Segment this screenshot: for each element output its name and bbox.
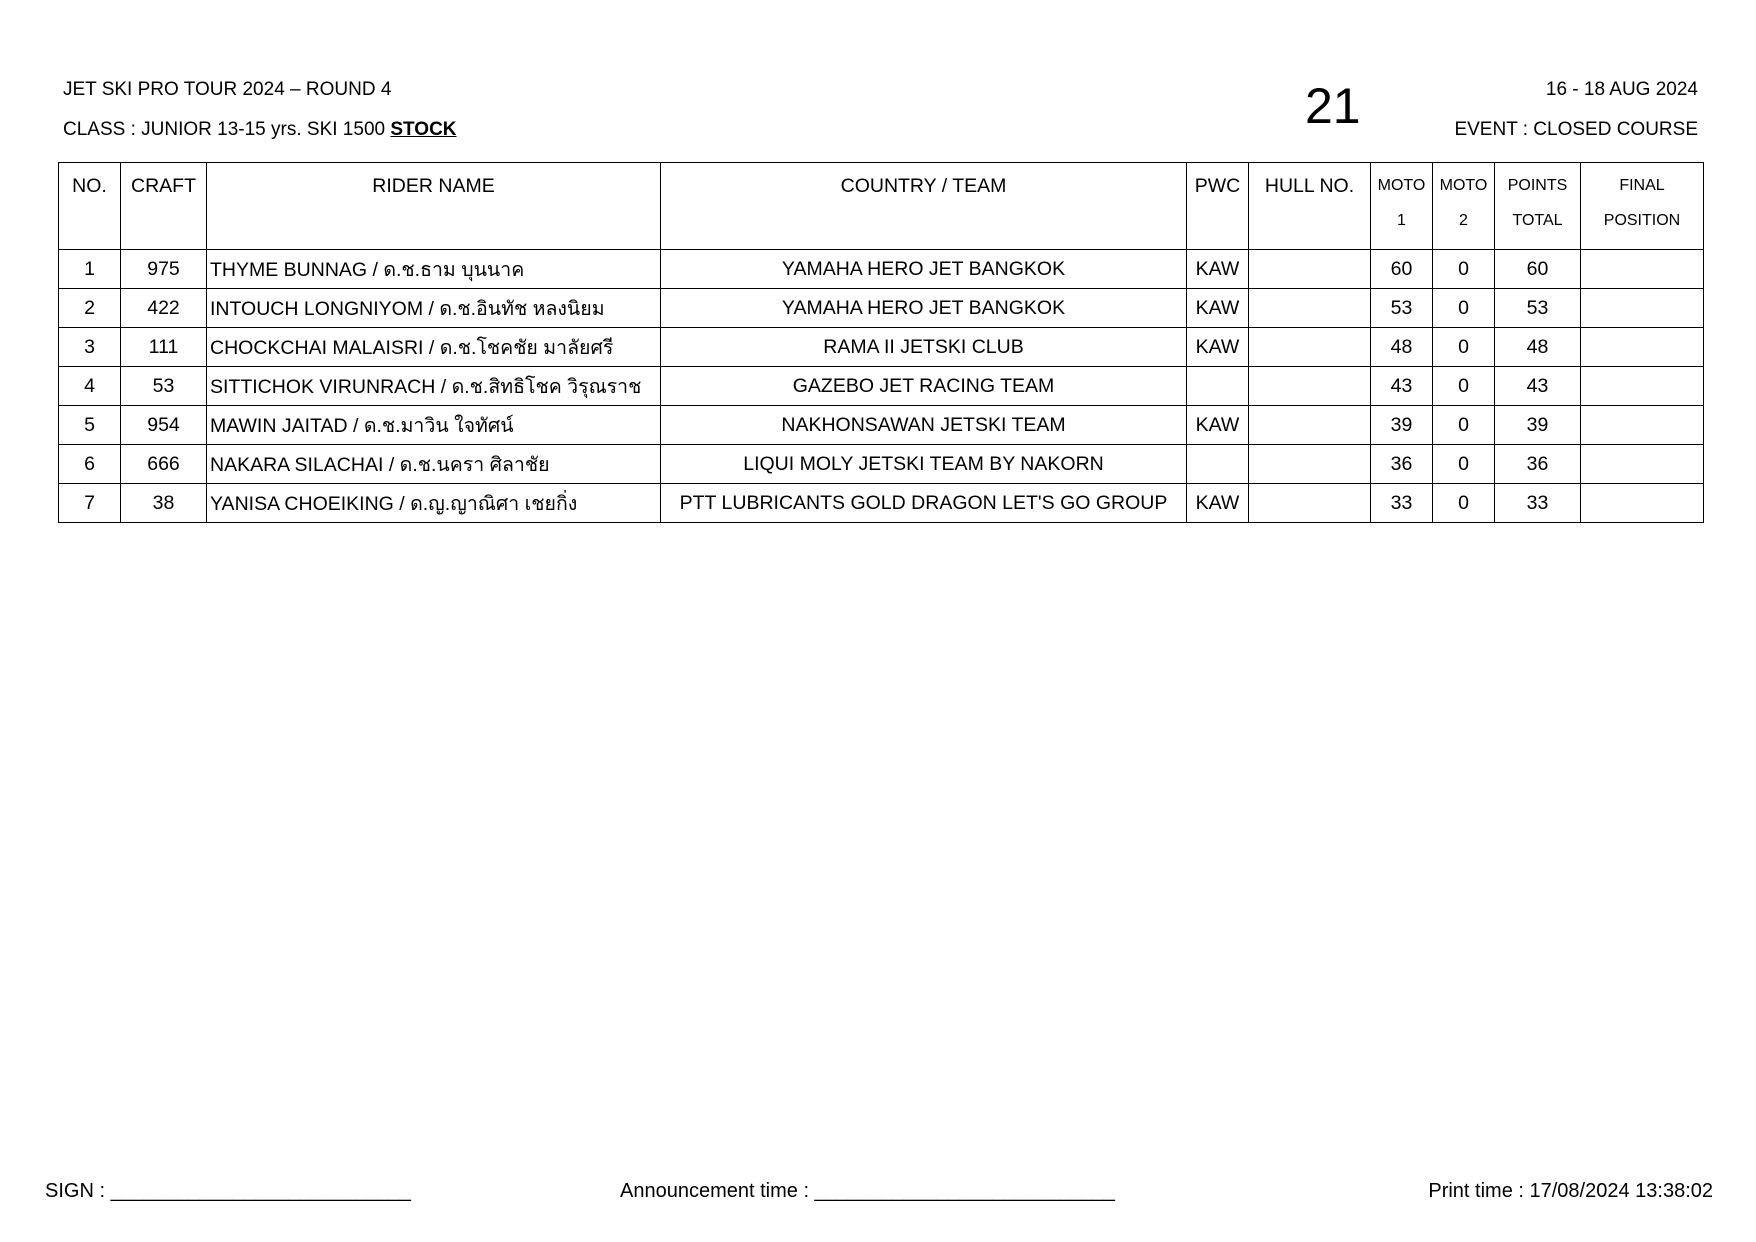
cell-pwc: KAW [1187,289,1249,328]
table-row [59,445,1704,484]
cell-final [1581,250,1704,289]
cell-no: 2 [59,289,121,328]
cell-craft: 975 [121,250,207,289]
header-left [63,70,457,150]
cell-points: 43 [1495,367,1581,406]
col-hull-no: HULL NO. [1249,163,1371,250]
cell-points: 39 [1495,406,1581,445]
cell-pwc: KAW [1187,328,1249,367]
cell-pwc: KAW [1187,484,1249,523]
event-type: EVENT : CLOSED COURSE [1454,119,1698,140]
cell-pwc [1187,445,1249,484]
event-date: 16 - 18 AUG 2024 [1545,79,1698,100]
cell-moto2: 0 [1433,445,1495,484]
cell-rider: NAKARA SILACHAI / ด.ช.นครา ศิลาชัย [207,445,661,484]
cell-moto2: 0 [1433,250,1495,289]
cell-hull [1249,250,1371,289]
cell-moto1: 53 [1371,289,1433,328]
cell-final [1581,328,1704,367]
cell-craft: 666 [121,445,207,484]
cell-final [1581,406,1704,445]
event-title: JET SKI PRO TOUR 2024 – ROUND 4 [63,79,392,100]
cell-craft: 38 [121,484,207,523]
col-final-position: FINAL POSITION [1581,163,1704,250]
cell-moto1: 36 [1371,445,1433,484]
cell-rider: CHOCKCHAI MALAISRI / ด.ช.โชคชัย มาลัยศรี [207,328,661,367]
class-label [63,110,457,150]
cell-no: 3 [59,328,121,367]
cell-final [1581,367,1704,406]
cell-moto2: 0 [1433,328,1495,367]
cell-points: 33 [1495,484,1581,523]
table-row [59,484,1704,523]
class-stock: STOCK [390,119,457,140]
col-moto-1: MOTO 1 [1371,163,1433,250]
cell-team: LIQUI MOLY JETSKI TEAM BY NAKORN [661,445,1187,484]
cell-team: NAKHONSAWAN JETSKI TEAM [661,406,1187,445]
cell-team: PTT LUBRICANTS GOLD DRAGON LET'S GO GROUP [661,484,1187,523]
cell-rider: YANISA CHOEIKING / ด.ญ.ญาณิศา เชยกิ่ง [207,484,661,523]
col-no: NO. [59,163,121,250]
cell-moto1: 43 [1371,367,1433,406]
cell-no: 6 [59,445,121,484]
table-row [59,367,1704,406]
col-craft: CRAFT [121,163,207,250]
cell-no: 4 [59,367,121,406]
table-row [59,289,1704,328]
cell-no: 1 [59,250,121,289]
table-row [59,406,1704,445]
print-time: Print time : 17/08/2024 13:38:02 [1428,1180,1713,1202]
sign-line: SIGN : ___________________________ [45,1180,411,1202]
table-body [59,250,1704,523]
cell-team: GAZEBO JET RACING TEAM [661,367,1187,406]
cell-rider: INTOUCH LONGNIYOM / ด.ช.อินทัช หลงนิยม [207,289,661,328]
col-pwc: PWC [1187,163,1249,250]
cell-moto2: 0 [1433,484,1495,523]
col-points-total: POINTS TOTAL [1495,163,1581,250]
cell-craft: 422 [121,289,207,328]
table-row [59,250,1704,289]
class-prefix: CLASS : JUNIOR 13-15 yrs. SKI 1500 [63,119,391,140]
cell-hull [1249,484,1371,523]
cell-hull [1249,289,1371,328]
col-rider-name: RIDER NAME [207,163,661,250]
announcement-time: Announcement time : ___________________________ [620,1180,1115,1202]
header-right [1454,70,1698,150]
cell-craft: 954 [121,406,207,445]
cell-points: 48 [1495,328,1581,367]
cell-team: RAMA II JETSKI CLUB [661,328,1187,367]
results-table [58,162,1704,523]
cell-team: YAMAHA HERO JET BANGKOK [661,289,1187,328]
cell-rider: MAWIN JAITAD / ด.ช.มาวิน ใจทัศน์ [207,406,661,445]
cell-hull [1249,445,1371,484]
col-moto-2: MOTO 2 [1433,163,1495,250]
cell-moto1: 39 [1371,406,1433,445]
cell-hull [1249,328,1371,367]
cell-team: YAMAHA HERO JET BANGKOK [661,250,1187,289]
cell-moto2: 0 [1433,289,1495,328]
cell-pwc: KAW [1187,406,1249,445]
cell-points: 60 [1495,250,1581,289]
table-header-row [59,163,1704,250]
cell-final [1581,445,1704,484]
cell-hull [1249,406,1371,445]
cell-final [1581,484,1704,523]
cell-final [1581,289,1704,328]
cell-moto2: 0 [1433,367,1495,406]
col-country-team: COUNTRY / TEAM [661,163,1187,250]
race-number: 21 [1305,78,1361,134]
cell-no: 5 [59,406,121,445]
cell-no: 7 [59,484,121,523]
cell-craft: 53 [121,367,207,406]
table-row [59,328,1704,367]
cell-moto2: 0 [1433,406,1495,445]
cell-moto1: 33 [1371,484,1433,523]
cell-points: 53 [1495,289,1581,328]
cell-pwc: KAW [1187,250,1249,289]
cell-moto1: 60 [1371,250,1433,289]
cell-hull [1249,367,1371,406]
cell-pwc [1187,367,1249,406]
cell-craft: 111 [121,328,207,367]
cell-moto1: 48 [1371,328,1433,367]
cell-points: 36 [1495,445,1581,484]
cell-rider: SITTICHOK VIRUNRACH / ด.ช.สิทธิโชค วิรุณราช [207,367,661,406]
cell-rider: THYME BUNNAG / ด.ช.ธาม บุนนาค [207,250,661,289]
